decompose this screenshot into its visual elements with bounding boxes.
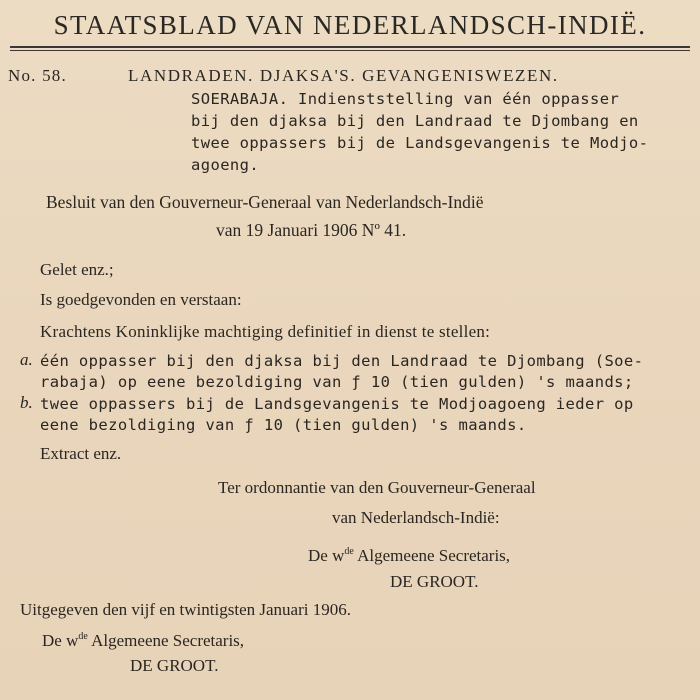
- entry-number: No. 58.: [8, 66, 67, 85]
- decree-title-line-2: van 19 Januari 1906 Nº 41.: [216, 220, 407, 240]
- ordonnantie-line-2: van Nederlandsch-Indië:: [332, 508, 500, 527]
- publication-title: STAATSBLAD VAN NEDERLANDSCH-INDIË.: [53, 10, 647, 40]
- issued-signature: DE GROOT.: [130, 656, 219, 675]
- summary-line-4: agoeng.: [191, 156, 260, 174]
- header-rule-thin: [10, 50, 690, 51]
- item-a-line-2: rabaja) op eene bezoldiging van ƒ 10 (tien gulden) 's maands;: [40, 373, 634, 391]
- header: [0, 0, 700, 52]
- issued-line: Uitgegeven den vijf en twintigsten Januari 1906.: [20, 600, 351, 619]
- ordonnantie-signature: DE GROOT.: [390, 572, 479, 591]
- summary-line-1: SOERABAJA. Indienststelling van één oppasser: [191, 90, 620, 108]
- decree-title-line-1: Besluit van den Gouverneur-Generaal van Nederlandsch-Indië: [46, 192, 484, 212]
- entry-keywords: LANDRADEN. DJAKSA'S. GEVANGENISWEZEN.: [128, 66, 559, 85]
- item-a-line-1: één oppasser bij den djaksa bij den Landraad te Djombang (Soe-: [40, 352, 644, 370]
- item-a-marker: a.: [20, 350, 33, 369]
- item-b-marker: b.: [20, 393, 33, 412]
- body-goedgevonden: Is goedgevonden en verstaan:: [40, 290, 242, 309]
- body-extract: Extract enz.: [40, 444, 122, 463]
- issued-secretary-title: De $w^{de}$ Algemeene Secretaris,: [42, 631, 245, 650]
- body-gelet: Gelet enz.;: [40, 260, 114, 279]
- header-rule-thick: [10, 46, 690, 48]
- body-krachtens: Krachtens Koninklijke machtiging definitief in dienst te stellen:: [40, 322, 491, 341]
- item-b-line-2: eene bezoldiging van ƒ 10 (tien gulden) 's maands.: [40, 416, 527, 434]
- summary-line-3: twee oppassers bij de Landsgevangenis te Modjo-: [191, 134, 649, 152]
- item-b-line-1: twee oppassers bij de Landsgevangenis te Modjoagoeng ieder op: [40, 395, 634, 413]
- ordonnantie-line-1: Ter ordonnantie van den Gouverneur-Generaal: [218, 478, 536, 497]
- ordonnantie-secretary-title: De $w^{de}$ Algemeene Secretaris,: [308, 546, 511, 565]
- summary-line-2: bij den djaksa bij den Landraad te Djombang en: [191, 112, 639, 130]
